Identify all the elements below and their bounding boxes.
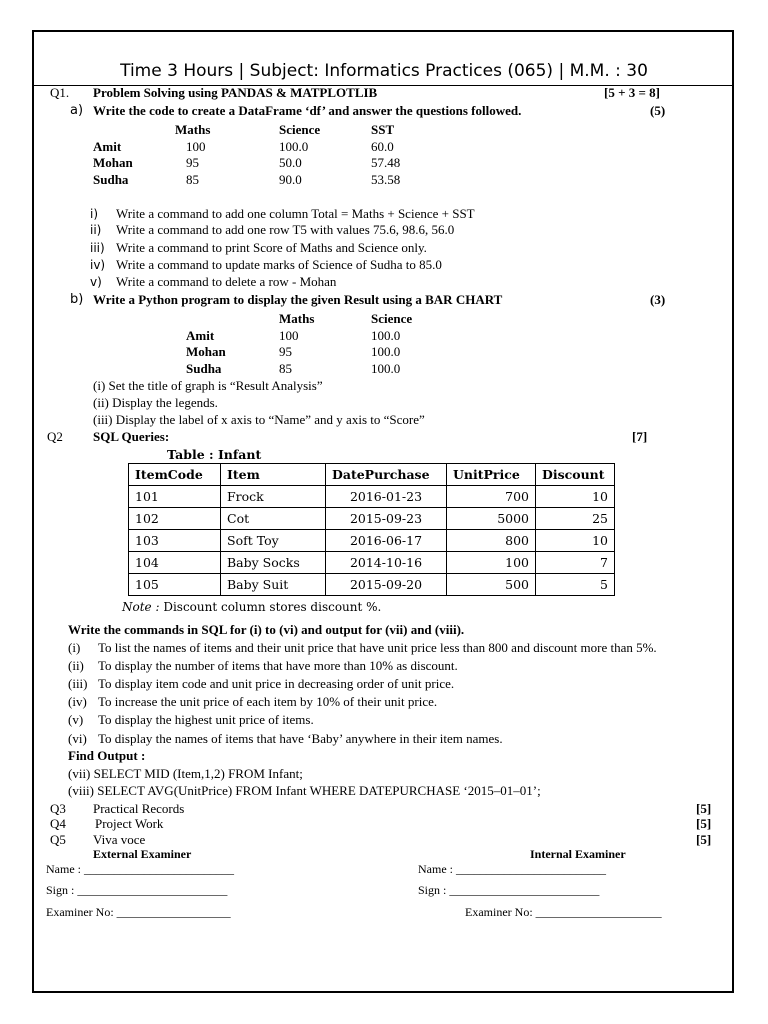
- external-sign-line: Sign : _________________________: [46, 883, 228, 897]
- q1a-item-text: Write a command to add one row T5 with values 75.6, 98.6, 56.0: [116, 222, 455, 237]
- q4-number: Q4: [50, 816, 66, 831]
- column-header: ItemCode: [129, 464, 221, 486]
- internal-examiner-heading: Internal Examiner: [530, 847, 626, 861]
- q5-number: Q5: [50, 832, 66, 847]
- column-header: UnitPrice: [447, 464, 536, 486]
- table-cell: 800: [447, 530, 536, 552]
- q2-item-num: (i): [68, 640, 81, 655]
- q2-item-text: To display the number of items that have more than 10% as discount.: [98, 658, 458, 673]
- table-header-row: [129, 464, 615, 486]
- note-text: Discount column stores discount %.: [159, 600, 382, 614]
- q1a-item-text: Write a command to delete a row - Mohan: [116, 274, 337, 289]
- q3-text: Practical Records: [93, 801, 185, 816]
- df-b-cell: 95: [279, 344, 292, 359]
- df-b-header: Maths: [279, 311, 315, 326]
- q1a-marks: (5): [650, 103, 666, 118]
- q1b-marks: (3): [650, 292, 666, 307]
- column-header: DatePurchase: [326, 464, 447, 486]
- table-row: [129, 552, 615, 574]
- table-cell: Soft Toy: [221, 530, 326, 552]
- q1b-item: (ii) Display the legends.: [93, 395, 218, 410]
- table-cell: Baby Socks: [221, 552, 326, 574]
- table-cell: 5: [536, 574, 615, 596]
- table-cell: 700: [447, 486, 536, 508]
- table-cell: 2016-06-17: [326, 530, 447, 552]
- q2-item-num: (ii): [68, 658, 84, 673]
- q1-marks: [5 + 3 = 8]: [604, 85, 660, 100]
- q1a-item-text: Write a command to print Score of Maths and Science only.: [116, 240, 427, 255]
- table-cell: 102: [129, 508, 221, 530]
- df-b-cell: 100.0: [371, 344, 401, 359]
- internal-name-line: Name : _________________________: [418, 862, 606, 876]
- table-cell: Frock: [221, 486, 326, 508]
- infant-table-caption: Table : Infant: [167, 447, 262, 462]
- q1a-item-num: iv): [90, 258, 106, 272]
- external-examiner-heading: External Examiner: [93, 847, 192, 861]
- df-a-cell: 100.0: [279, 139, 309, 154]
- external-name-line: Name : _________________________: [46, 862, 234, 876]
- df-b-rowname: Mohan: [186, 344, 226, 359]
- table-cell: 100: [447, 552, 536, 574]
- df-b-rowname: Amit: [186, 328, 215, 343]
- q2-item-text: To display the names of items that have ‘Baby’ anywhere in their item names.: [98, 731, 503, 746]
- q2-item-text: To display item code and unit price in decreasing order of unit price.: [98, 676, 455, 691]
- infant-table: [128, 463, 615, 596]
- q2-number: Q2: [47, 429, 63, 444]
- note-label: Note :: [122, 600, 160, 614]
- df-a-header: Maths: [175, 122, 211, 137]
- q2-instruction: Write the commands in SQL for (i) to (vi) and output for (vii) and (viii).: [68, 622, 465, 637]
- table-cell: 2015-09-20: [326, 574, 447, 596]
- df-a-cell: 60.0: [371, 139, 394, 154]
- q3-number: Q3: [50, 801, 66, 816]
- q1a-item-text: Write a command to update marks of Science of Sudha to 85.0: [116, 257, 442, 272]
- external-examiner-no: Examiner No: ___________________: [46, 905, 231, 919]
- q1-title: Problem Solving using PANDAS & MATPLOTLIB: [93, 85, 378, 100]
- table-note: [122, 600, 381, 614]
- table-cell: 10: [536, 486, 615, 508]
- table-row: [129, 486, 615, 508]
- df-a-rowname: Amit: [93, 139, 122, 154]
- q1a-item-num: iii): [90, 241, 105, 255]
- q5-marks: [5]: [696, 832, 712, 847]
- q2-item-num: (iii): [68, 676, 88, 691]
- table-cell: 2014-10-16: [326, 552, 447, 574]
- q1a-item-num: i): [90, 207, 99, 221]
- table-cell: 7: [536, 552, 615, 574]
- df-a-cell: 90.0: [279, 172, 302, 187]
- q1b-item: (iii) Display the label of x axis to “Name” and y axis to “Score”: [93, 412, 425, 427]
- q2-output-item: (viii) SELECT AVG(UnitPrice) FROM Infant WHERE DATEPURCHASE ‘2015–01–01’;: [68, 783, 541, 798]
- table-cell: 104: [129, 552, 221, 574]
- df-a-cell: 57.48: [371, 155, 401, 170]
- df-a-header: SST: [371, 122, 395, 137]
- df-b-cell: 100.0: [371, 361, 401, 376]
- internal-sign-line: Sign : _________________________: [418, 883, 600, 897]
- find-output-heading: Find Output :: [68, 748, 146, 763]
- df-b-cell: 100: [279, 328, 299, 343]
- q4-marks: [5]: [696, 816, 712, 831]
- q1a-text: Write the code to create a DataFrame ‘df’ and answer the questions followed.: [93, 103, 522, 118]
- q2-item-text: To list the names of items and their unit price that have unit price less than 800 and discount more than 5%.: [98, 640, 657, 655]
- q1b-label: b): [70, 292, 84, 307]
- df-b-cell: 85: [279, 361, 292, 376]
- df-a-rowname: Sudha: [93, 172, 129, 187]
- df-b-cell: 100.0: [371, 328, 401, 343]
- table-cell: 10: [536, 530, 615, 552]
- table-cell: 101: [129, 486, 221, 508]
- internal-examiner-no: Examiner No: _____________________: [465, 905, 662, 919]
- q2-item-num: (iv): [68, 694, 87, 709]
- page-header: Time 3 Hours | Subject: Informatics Practices (065) | M.M. : 30: [120, 61, 648, 81]
- q3-marks: [5]: [696, 801, 712, 816]
- q2-marks: [7]: [632, 429, 648, 444]
- column-header: Item: [221, 464, 326, 486]
- table-row: [129, 530, 615, 552]
- df-a-cell: 95: [186, 155, 199, 170]
- df-b-header: Science: [371, 311, 413, 326]
- table-cell: 5000: [447, 508, 536, 530]
- q1a-item-num: ii): [90, 223, 102, 237]
- df-b-rowname: Sudha: [186, 361, 222, 376]
- table-cell: 25: [536, 508, 615, 530]
- table-cell: 500: [447, 574, 536, 596]
- table-cell: 2015-09-23: [326, 508, 447, 530]
- q2-item-text: To display the highest unit price of items.: [98, 712, 314, 727]
- table-cell: Cot: [221, 508, 326, 530]
- df-a-cell: 85: [186, 172, 199, 187]
- table-row: [129, 508, 615, 530]
- table-cell: 105: [129, 574, 221, 596]
- q4-text: Project Work: [95, 816, 164, 831]
- q2-title: SQL Queries:: [93, 429, 170, 444]
- q1b-text: Write a Python program to display the given Result using a BAR CHART: [93, 292, 503, 307]
- df-a-rowname: Mohan: [93, 155, 133, 170]
- df-a-cell: 100: [186, 139, 206, 154]
- q5-text: Viva voce: [93, 832, 146, 847]
- table-cell: 103: [129, 530, 221, 552]
- q2-item-text: To increase the unit price of each item by 10% of their unit price.: [98, 694, 438, 709]
- column-header: Discount: [536, 464, 615, 486]
- q1a-label: a): [70, 103, 84, 118]
- df-a-cell: 50.0: [279, 155, 302, 170]
- q1a-item-num: v): [90, 275, 102, 289]
- table-cell: Baby Suit: [221, 574, 326, 596]
- q1a-item-text: Write a command to add one column Total = Maths + Science + SST: [116, 206, 475, 221]
- q1-number: Q1.: [50, 85, 70, 100]
- q2-item-num: (vi): [68, 731, 87, 746]
- q2-output-item: (vii) SELECT MID (Item,1,2) FROM Infant;: [68, 766, 303, 781]
- df-a-cell: 53.58: [371, 172, 401, 187]
- q2-item-num: (v): [68, 712, 84, 727]
- q1b-item: (i) Set the title of graph is “Result Analysis”: [93, 378, 323, 393]
- table-row: [129, 574, 615, 596]
- df-a-header: Science: [279, 122, 321, 137]
- table-cell: 2016-01-23: [326, 486, 447, 508]
